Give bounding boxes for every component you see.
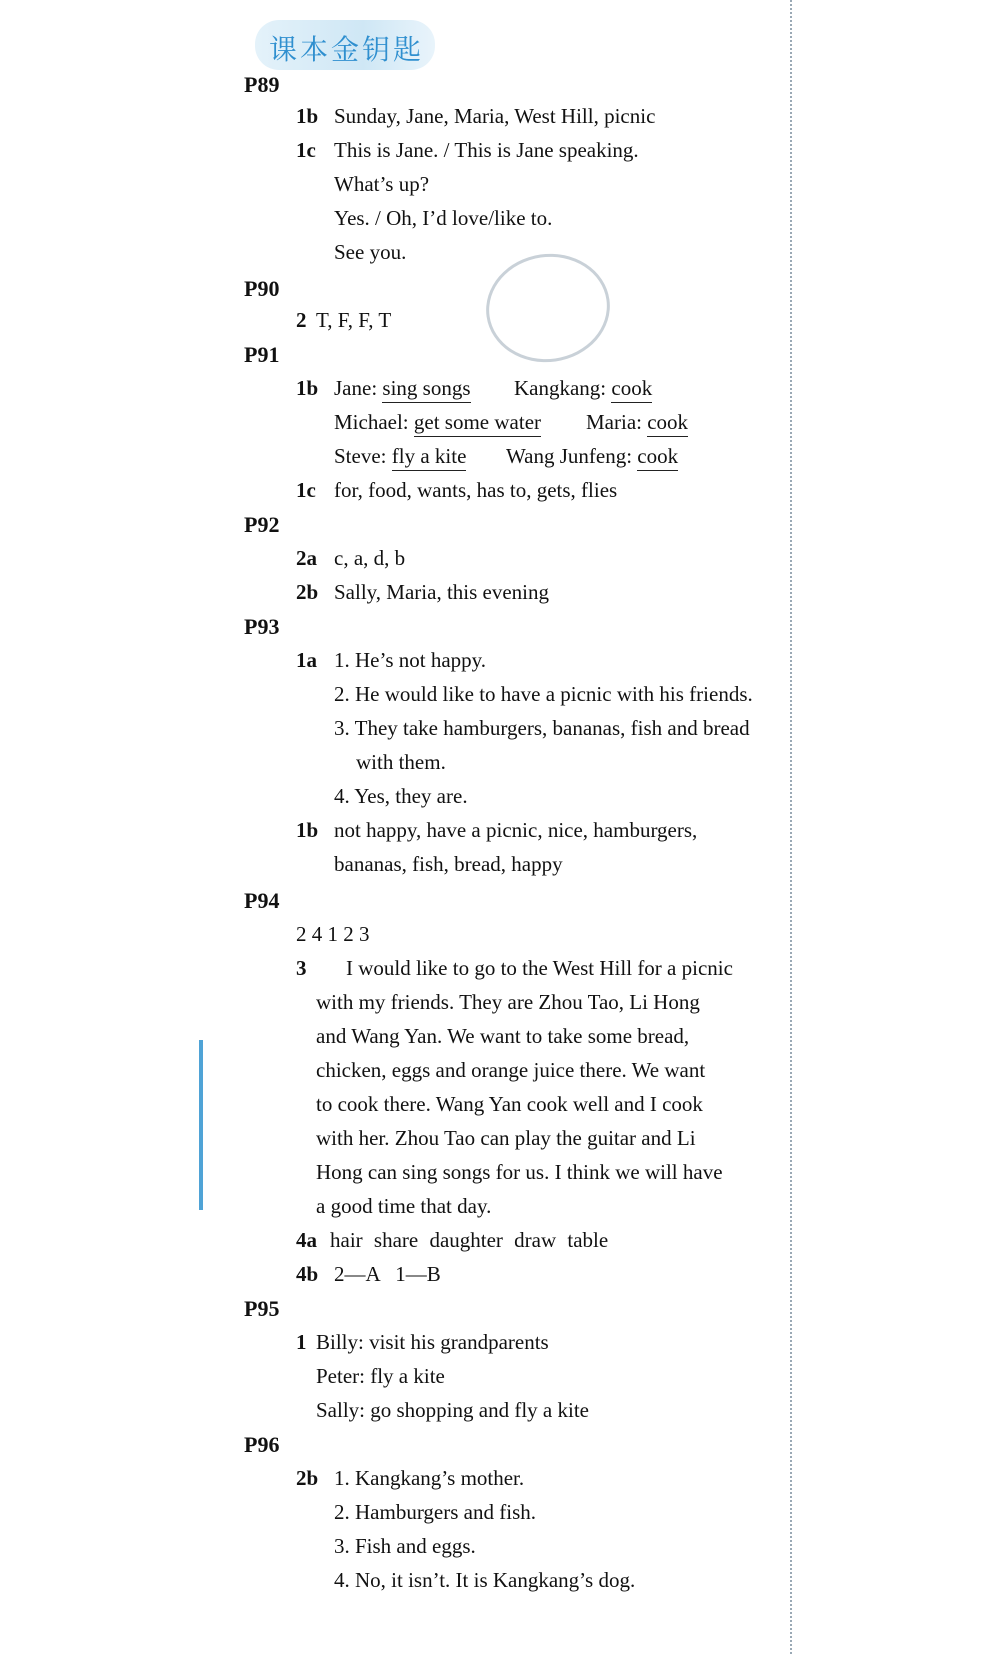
answer-line: See you. xyxy=(334,240,407,264)
answer-line: Billy: visit his grandparents xyxy=(316,1330,549,1354)
answer-line: Yes. / Oh, I’d love/like to. xyxy=(334,206,553,230)
page-label-p93: P93 xyxy=(244,614,280,639)
answer-line: 1. He’s not happy. xyxy=(334,648,487,672)
answer-line: bananas, fish, bread, happy xyxy=(334,852,563,876)
item-number: 4a xyxy=(296,1228,317,1252)
item-number: 4b xyxy=(296,1262,319,1286)
essay-line: I would like to go to the West Hill for a picnic xyxy=(346,956,733,980)
answer-line xyxy=(334,376,471,401)
stamp-logo xyxy=(479,246,617,370)
essay-line: and Wang Yan. We want to take some bread, xyxy=(316,1024,690,1048)
answer-line xyxy=(334,410,541,435)
essay-line: chicken, eggs and orange juice there. We want xyxy=(316,1058,706,1082)
role-name: Jane: xyxy=(334,376,378,400)
answer-line: This is Jane. / This is Jane speaking. xyxy=(334,138,639,162)
item-number: 1b xyxy=(296,376,319,400)
answer-line: 2 4 1 2 3 xyxy=(296,922,370,946)
answer-line xyxy=(334,444,466,469)
answer-line: hair share daughter draw table xyxy=(330,1228,609,1252)
item-number: 1a xyxy=(296,648,317,672)
role-name: Kangkang: xyxy=(514,376,607,400)
answer-line: Sally, Maria, this evening xyxy=(334,580,550,604)
answer-line: with them. xyxy=(356,750,446,774)
role-name: Wang Junfeng: xyxy=(506,444,633,468)
answer-line: 3. Fish and eggs. xyxy=(334,1534,476,1558)
page-label-p96: P96 xyxy=(244,1432,280,1457)
item-number: 1c xyxy=(296,138,316,162)
item-number: 1 xyxy=(296,1330,307,1354)
essay-line: a good time that day. xyxy=(316,1194,492,1218)
essay-line: with my friends. They are Zhou Tao, Li Hong xyxy=(316,990,700,1014)
role-task: sing songs xyxy=(382,376,470,403)
role-task: get some water xyxy=(414,410,541,437)
answer-line xyxy=(506,444,678,469)
answer-line: 2. He would like to have a picnic with his friends. xyxy=(334,682,753,706)
role-name: Steve: xyxy=(334,444,387,468)
role-task: fly a kite xyxy=(392,444,467,471)
answer-line: 2. Hamburgers and fish. xyxy=(334,1500,536,1524)
item-number: 2a xyxy=(296,546,317,570)
header-logo xyxy=(255,20,435,70)
page-label-p91: P91 xyxy=(244,342,280,367)
answer-line: c, a, d, b xyxy=(334,546,406,570)
header-logo-text: 课本金钥匙 xyxy=(269,33,425,66)
page-border xyxy=(790,0,793,1654)
answer-line: Sunday, Jane, Maria, West Hill, picnic xyxy=(334,104,656,128)
page-label-p90: P90 xyxy=(244,276,280,301)
answer-line: for, food, wants, has to, gets, flies xyxy=(334,478,618,502)
item-number: 3 xyxy=(296,956,307,980)
page-label-p89: P89 xyxy=(244,72,280,97)
answer-line: 4. Yes, they are. xyxy=(334,784,468,808)
item-number: 2b xyxy=(296,1466,319,1490)
role-task: cook xyxy=(637,444,678,471)
answer-line: 1. Kangkang’s mother. xyxy=(334,1466,525,1490)
item-number: 1b xyxy=(296,818,319,842)
answer-line: 4. No, it isn’t. It is Kangkang’s dog. xyxy=(334,1568,636,1592)
answer-line: 2—A 1—B xyxy=(334,1262,441,1286)
essay-line: with her. Zhou Tao can play the guitar and Li xyxy=(316,1126,696,1150)
page-label-p92: P92 xyxy=(244,512,280,537)
answer-line: not happy, have a picnic, nice, hamburgers, xyxy=(334,818,698,842)
item-number: 1b xyxy=(296,104,319,128)
essay-line: Hong can sing songs for us. I think we will have xyxy=(316,1160,723,1184)
side-accent-bar xyxy=(199,1040,203,1210)
role-name: Maria: xyxy=(586,410,642,434)
answer-line: T, F, F, T xyxy=(316,308,392,332)
item-number: 1c xyxy=(296,478,316,502)
answer-line: What’s up? xyxy=(334,172,430,196)
answer-line xyxy=(586,410,688,435)
role-name: Michael: xyxy=(334,410,409,434)
item-number: 2b xyxy=(296,580,319,604)
role-task: cook xyxy=(611,376,652,403)
item-number: 2 xyxy=(296,308,307,332)
essay-line: to cook there. Wang Yan cook well and I cook xyxy=(316,1092,703,1116)
page-label-p95: P95 xyxy=(244,1296,280,1321)
answer-line: Peter: fly a kite xyxy=(316,1364,445,1388)
answer-line: 3. They take hamburgers, bananas, fish and bread xyxy=(334,716,750,740)
role-task: cook xyxy=(647,410,688,437)
answer-line: Sally: go shopping and fly a kite xyxy=(316,1398,589,1422)
answer-line xyxy=(514,376,652,401)
page-label-p94: P94 xyxy=(244,888,280,913)
